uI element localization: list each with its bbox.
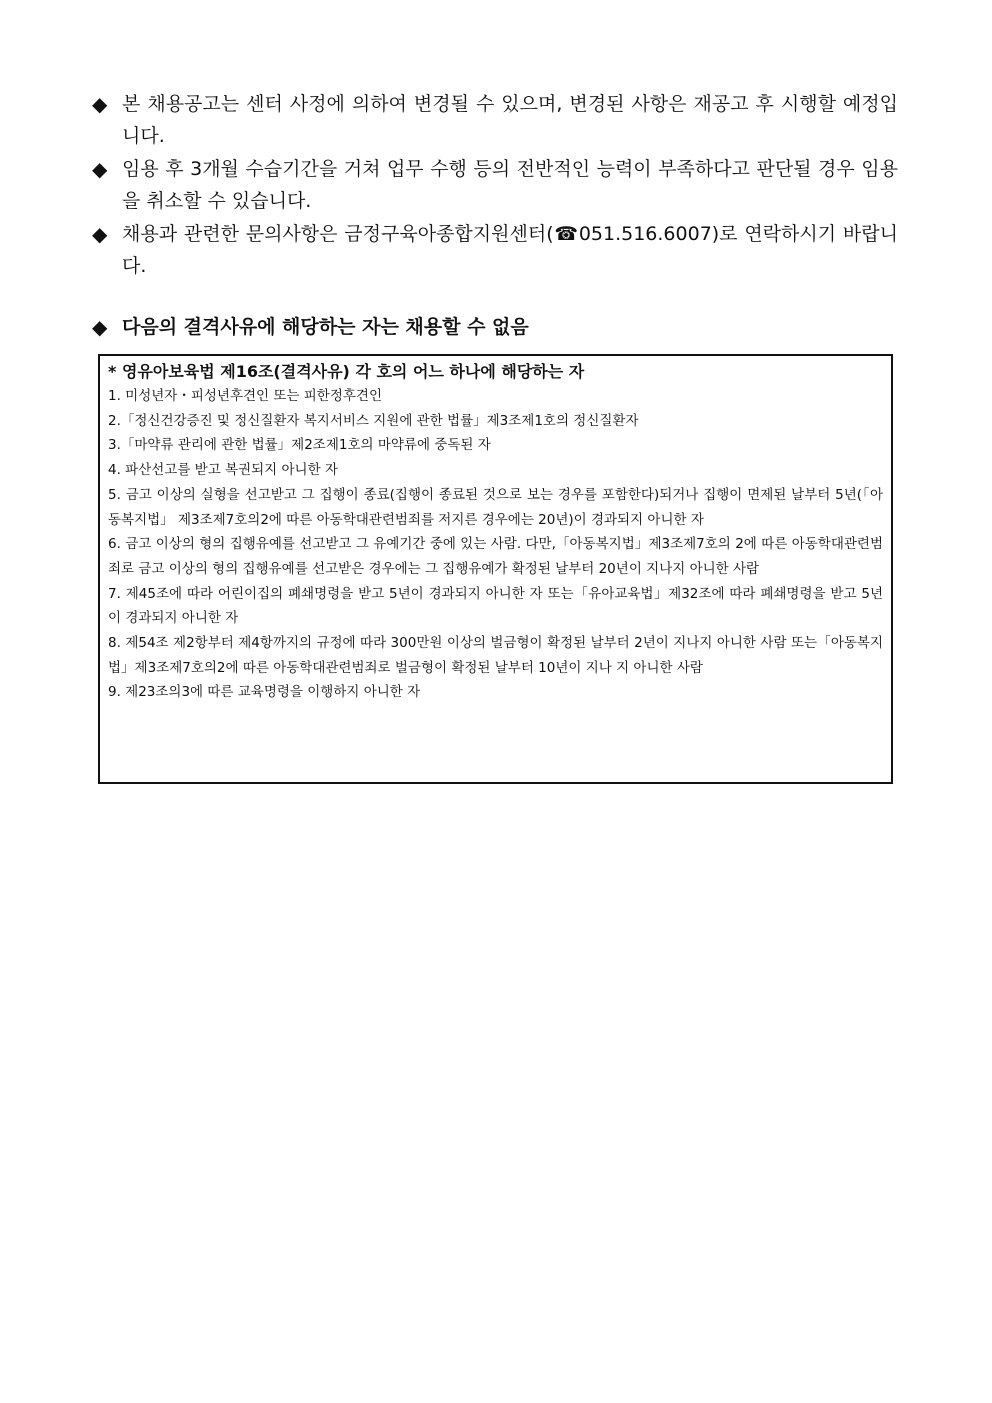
disqualification-item: 6. 금고 이상의 형의 집행유예를 선고받고 그 유예기간 중에 있는 사람. 다만,「아동복지법」제3조제7호의 2에 따른 아동학대관련범죄로 금고 이상의 형의 집행유예를 선고받은 경우에는 그 집행유예가 확정된 날부터 20년이 지나지 아니한 사람 bbox=[108, 536, 883, 577]
diamond-bullet-icon: ◆ bbox=[92, 157, 108, 181]
notice-text: 본 채용공고는 센터 사정에 의하여 변경될 수 있으며, 변경된 사항은 재공고 후 시행할 예정입니다. bbox=[122, 93, 898, 147]
diamond-bullet-icon: ◆ bbox=[92, 222, 108, 246]
notice-item-contact bbox=[92, 218, 898, 282]
disqualification-item: 4. 파산선고를 받고 복권되지 아니한 자 bbox=[108, 462, 338, 479]
heading-text: 다음의 결격사유에 해당하는 자는 채용할 수 없음 bbox=[122, 316, 529, 338]
disqualification-item: 8. 제54조 제2항부터 제4항까지의 규정에 따라 300만원 이상의 벌금형이 확정된 날부터 2년이 지나지 아니한 사람 또는「아동복지법」제3조제7호의2에 따른 아동학대관련범죄로 벌금형이 확정된 날부터 10년이 지나 지 아니한 사람 bbox=[108, 635, 883, 676]
notice-item-change bbox=[92, 88, 898, 152]
disqualification-item: 7. 제45조에 따라 어린이집의 폐쇄명령을 받고 5년이 경과되지 아니한 자 또는「유아교육법」제32조에 따라 폐쇄명령을 받고 5년이 경과되지 아니한 자 bbox=[108, 585, 883, 627]
box-title: * 영유아보육법 제16조(결격사유) 각 호의 어느 하나에 해당하는 자 bbox=[108, 362, 585, 381]
diamond-bullet-icon: ◆ bbox=[92, 92, 108, 116]
disqualification-box bbox=[98, 354, 893, 784]
notice-list bbox=[92, 88, 898, 283]
disqualification-item: 3.「마약류 관리에 관한 법률」제2조제1호의 마약류에 중독된 자 bbox=[108, 437, 491, 454]
disqualification-item: 2.「정신건강증진 및 정신질환자 복지서비스 지원에 관한 법률」제3조제1호의 정신질환자 bbox=[108, 412, 639, 429]
disqualification-item: 1. 미성년자・피성년후견인 또는 피한정후견인 bbox=[108, 388, 382, 404]
notice-item-probation bbox=[92, 153, 898, 217]
disqualification-item: 5. 금고 이상의 실형을 선고받고 그 집행이 종료(집행이 종료된 것으로 보는 경우를 포함한다)되거나 집행이 면제된 날부터 5년(「아동복지법」 제3조제7호의2에 따른 아동학대관련범죄를 저지른 경우에는 20년)이 경과되지 아니한 자 bbox=[108, 486, 883, 528]
notice-text: 임용 후 3개월 수습기간을 거쳐 업무 수행 등의 전반적인 능력이 부족하다고 판단될 경우 임용을 취소할 수 있습니다. bbox=[122, 158, 898, 212]
disqualification-heading bbox=[92, 311, 898, 343]
notice-text: 채용과 관련한 문의사항은 금정구육아종합지원센터(☎051.516.6007)로 연락하시기 바랍니다. bbox=[122, 223, 898, 277]
diamond-bullet-icon: ◆ bbox=[92, 315, 108, 339]
disqualification-item: 9. 제23조의3에 따른 교육명령을 이행하지 아니한 자 bbox=[108, 684, 421, 701]
